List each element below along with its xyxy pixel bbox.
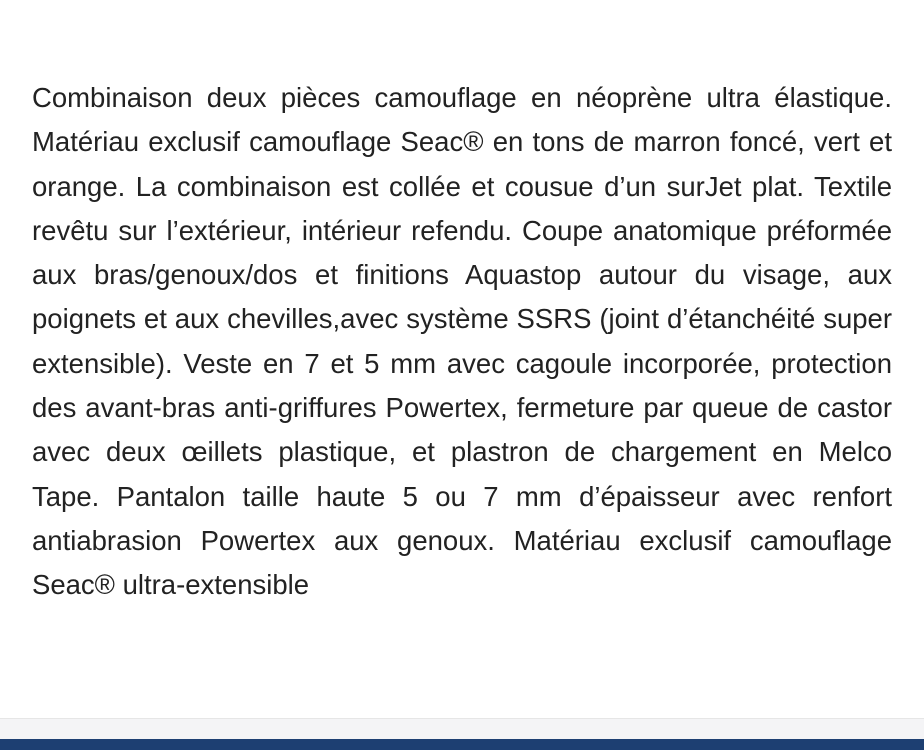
product-description-section <box>32 76 892 608</box>
footer-spacer <box>0 719 924 739</box>
product-description-text: Combinaison deux pièces camouflage en néoprène ultra élastique. Matériau exclusif camouflage Seac® en tons de marron foncé, vert et orange. La combinaison est collée et cousue d’un surJet plat. Textile revêtu sur l’extérieur, intérieur refendu. Coupe anatomique préformée aux bras/genoux/dos et finitions Aquastop autour du visage, aux poignets et aux chevilles,avec système SSRS (joint d’étanchéité super extensible). Veste en 7 et 5 mm avec cagoule incorporée, protection des avant-bras anti-griffures Powertex, fermeture par queue de castor avec deux œillets plastique, et plastron de chargement en Melco Tape. Pantalon taille haute 5 ou 7 mm d’épaisseur avec renfort antiabrasion Powertex aux genoux. Matériau exclusif camouflage Seac® ultra-extensible <box>32 82 892 601</box>
bottom-navigation-bar <box>0 739 924 750</box>
